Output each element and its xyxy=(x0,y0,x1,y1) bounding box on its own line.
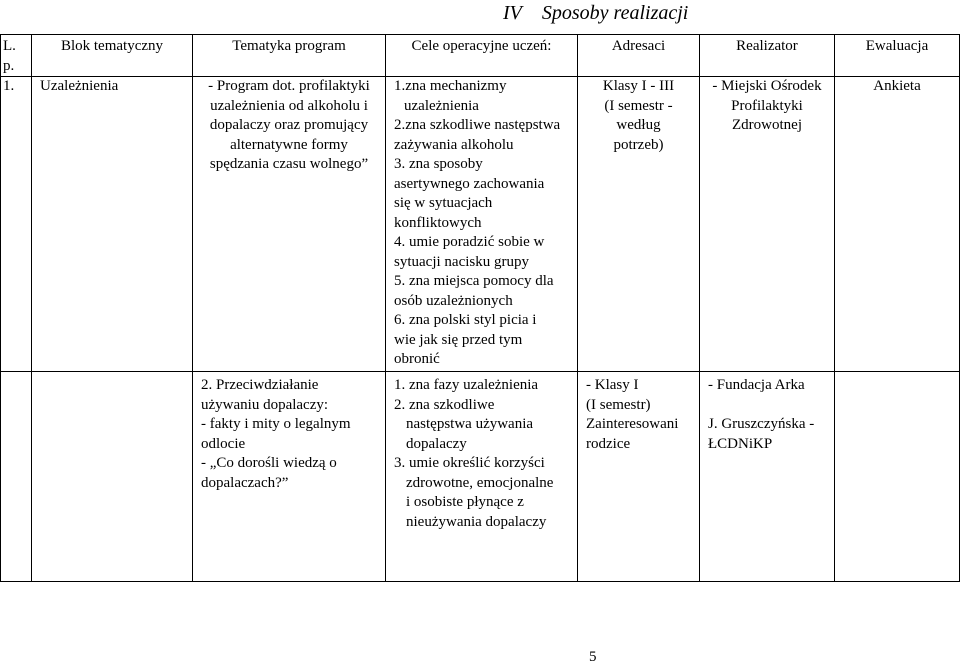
col-adresaci: Adresaci xyxy=(578,35,700,77)
text-line: 2.zna szkodliwe następstwa xyxy=(394,117,561,133)
text-line: J. Gruszczyńska - xyxy=(708,416,815,432)
text-line: się w sytuacjach xyxy=(394,195,493,211)
text-line: Klasy I - III xyxy=(602,78,675,94)
text-line: uzależnienia xyxy=(404,97,479,114)
text-line: odlocie xyxy=(201,435,246,452)
text-line: wie jak się przed tym xyxy=(394,331,523,348)
text-line: 1. zna fazy uzależnienia xyxy=(394,377,539,393)
text-line: asertywnego zachowania xyxy=(394,175,545,192)
table-row xyxy=(1,77,960,372)
col-tematyka: Tematyka program xyxy=(193,35,386,77)
header-row xyxy=(1,35,960,77)
text-line: według xyxy=(616,117,661,133)
cell-lp xyxy=(1,372,32,582)
text-line: Profilaktyki xyxy=(731,97,803,114)
text-line: 4. umie poradzić sobie w xyxy=(394,234,545,250)
col-lp: L. p. xyxy=(1,35,32,77)
cell-tematyka xyxy=(193,77,386,372)
text-line: alternatywne formy xyxy=(230,136,348,153)
text-line: Zdrowotnej xyxy=(732,117,802,133)
text-line: (I semestr - xyxy=(604,97,673,114)
text-line: 2. zna szkodliwe xyxy=(394,396,495,413)
text-line: uzależnienia od alkoholu i xyxy=(210,97,368,114)
realization-table xyxy=(0,34,960,582)
col-realizator: Realizator xyxy=(700,35,835,77)
col-cele: Cele operacyjne uczeń: xyxy=(386,35,578,77)
text-line: 3. zna sposoby xyxy=(394,156,483,172)
text-line xyxy=(708,396,832,416)
text-line: 5. zna miejsca pomocy dla xyxy=(394,273,554,289)
text-line: i osobiste płynące z xyxy=(406,494,524,510)
text-line: obronić xyxy=(394,351,440,367)
text-line: - Program dot. profilaktyki xyxy=(208,78,370,94)
text-line: potrzeb) xyxy=(613,136,664,153)
text-line: nieużywania dopalaczy xyxy=(406,513,547,530)
cell-realizator xyxy=(700,372,835,582)
text-line: - Klasy I xyxy=(586,377,639,393)
cell-adresaci xyxy=(578,77,700,372)
text-line: rodzice xyxy=(586,435,631,452)
cell-blok xyxy=(32,372,193,582)
cell-blok: Uzależnienia xyxy=(32,77,193,372)
section-title: Sposoby realizacji xyxy=(541,2,689,24)
text-line: zażywania alkoholu xyxy=(394,136,514,153)
text-line: osób uzależnionych xyxy=(394,292,513,309)
text-line: 1.zna mechanizmy xyxy=(394,78,507,94)
text-line: konfliktowych xyxy=(394,214,482,231)
cell-cele xyxy=(386,372,578,582)
text-line: zdrowotne, emocjonalne xyxy=(406,474,554,491)
text-line: dopalaczy xyxy=(406,435,467,452)
cell-cele xyxy=(386,77,578,372)
text-line: spędzania czasu wolnego” xyxy=(209,156,369,172)
cell-adresaci xyxy=(578,372,700,582)
text-line: używaniu dopalaczy: xyxy=(201,396,329,413)
cell-ewaluacja xyxy=(835,372,960,582)
text-line: Zainteresowani xyxy=(586,416,679,432)
text-line: - „Co dorośli wiedzą o xyxy=(201,455,337,471)
col-blok: Blok tematyczny xyxy=(32,35,193,77)
table-row xyxy=(1,372,960,582)
text-line: 3. umie określić korzyści xyxy=(394,455,545,471)
cell-lp: 1. xyxy=(1,77,32,372)
text-line: 6. zna polski styl picia i xyxy=(394,312,537,328)
page-number: 5 xyxy=(589,649,597,665)
text-line: dopalaczy oraz promujący xyxy=(209,117,369,133)
text-line: - Fundacja Arka xyxy=(708,377,805,393)
text-line: - Miejski Ośrodek xyxy=(712,78,822,94)
text-line: dopalaczach?” xyxy=(201,474,289,491)
cell-tematyka xyxy=(193,372,386,582)
cell-realizator xyxy=(700,77,835,372)
text-line: następstwa używania xyxy=(406,416,534,432)
col-ewaluacja: Ewaluacja xyxy=(835,35,960,77)
section-number: IV xyxy=(503,2,522,24)
text-line: ŁCDNiKP xyxy=(708,435,773,452)
text-line: sytuacji nacisku grupy xyxy=(394,253,529,270)
text-line: - fakty i mity o legalnym xyxy=(201,416,351,432)
cell-ewaluacja: Ankieta xyxy=(835,77,960,372)
text-line: 2. Przeciwdziałanie xyxy=(201,377,319,393)
section-heading xyxy=(503,0,688,26)
text-line: (I semestr) xyxy=(586,396,651,413)
